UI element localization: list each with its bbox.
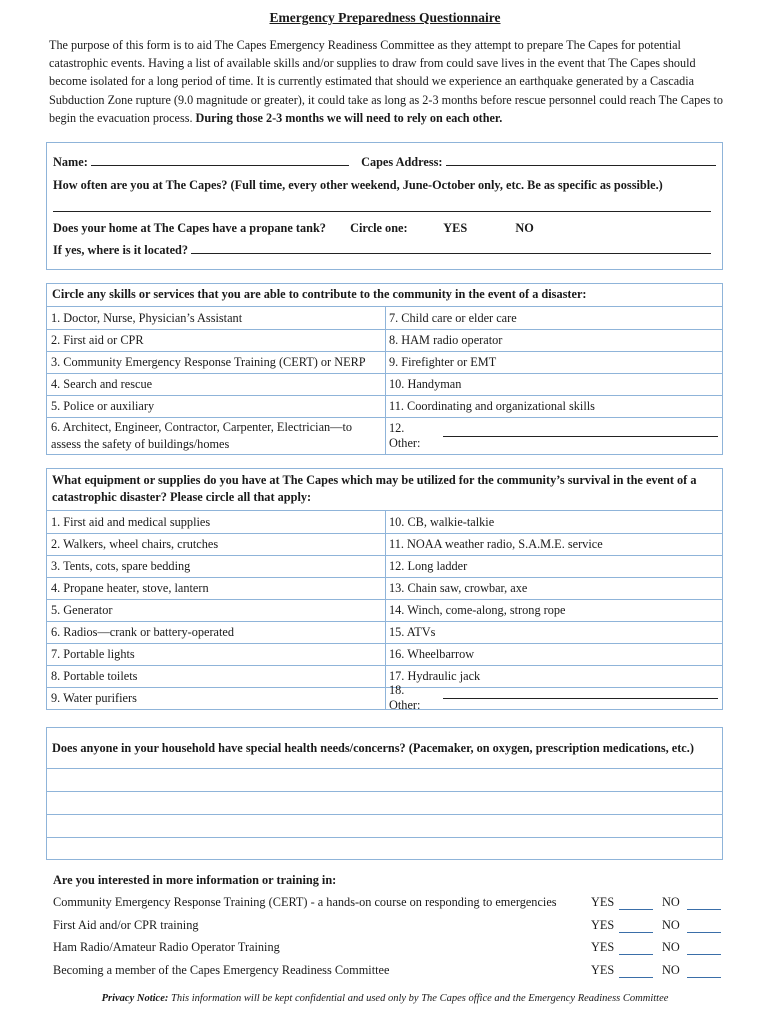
equipment-row <box>47 643 722 666</box>
interest-row <box>53 918 733 938</box>
how-often-field[interactable] <box>53 211 711 212</box>
equipment-row <box>47 621 722 644</box>
interest-item-label: Becoming a member of the Capes Emergency Readiness Committee <box>53 963 390 978</box>
address-label: Capes Address: <box>361 155 443 169</box>
interest-yes-label: YES <box>591 917 615 932</box>
name-row <box>53 155 716 170</box>
interest-no-field[interactable] <box>687 909 721 910</box>
equipment-item[interactable]: 13. Chain saw, crowbar, axe <box>389 580 528 595</box>
skill-item[interactable]: 9. Firefighter or EMT <box>389 354 497 369</box>
equipment-row <box>47 665 722 688</box>
skill-item[interactable]: 7. Child care or elder care <box>389 310 517 325</box>
interest-yes-field[interactable] <box>619 909 653 910</box>
interest-no-field[interactable] <box>687 954 721 955</box>
equipment-row <box>47 555 722 578</box>
skill-item[interactable]: 5. Police or auxiliary <box>51 398 155 413</box>
equipment-item[interactable]: 11. NOAA weather radio, S.A.M.E. service <box>389 536 603 551</box>
equipment-other-field[interactable] <box>443 698 718 699</box>
skill-item[interactable]: 4. Search and rescue <box>51 376 153 391</box>
interest-item-label: Ham Radio/Amateur Radio Operator Training <box>53 940 280 955</box>
skill-item[interactable]: 1. Doctor, Nurse, Physician’s Assistant <box>51 310 243 325</box>
equipment-item[interactable]: 14. Winch, come-along, strong rope <box>389 602 566 617</box>
equipment-item[interactable]: 9. Water purifiers <box>51 690 137 705</box>
equipment-item[interactable]: 1. First aid and medical supplies <box>51 514 211 529</box>
privacy-notice <box>0 993 770 1004</box>
privacy-label: Privacy Notice: <box>101 993 169 1004</box>
privacy-text: This information will be kept confidential and used only by The Capes office and the Emergency Readiness Committee <box>170 993 669 1004</box>
equipment-item[interactable]: 7. Portable lights <box>51 646 135 661</box>
equipment-other <box>389 683 718 712</box>
location-field[interactable] <box>191 253 711 254</box>
skill-item[interactable]: 8. HAM radio operator <box>389 332 503 347</box>
skill-item[interactable]: 6. Architect, Engineer, Contractor, Carpenter, Electrician—to assess the safety of buildings/homes <box>51 420 353 451</box>
equipment-row <box>47 577 722 600</box>
equipment-item[interactable]: 16. Wheelbarrow <box>389 646 475 661</box>
health-question: Does anyone in your household have special health needs/concerns? (Pacemaker, on oxygen, prescription medications, etc.) <box>52 741 694 755</box>
interest-yes-field[interactable] <box>619 977 653 978</box>
skills-section <box>46 283 723 455</box>
personal-info-section <box>46 142 723 270</box>
equipment-row <box>47 511 722 534</box>
interest-yes-field[interactable] <box>619 932 653 933</box>
interest-yes-field[interactable] <box>619 954 653 955</box>
health-section <box>46 727 723 860</box>
equipment-row <box>47 683 722 712</box>
equipment-item[interactable]: 2. Walkers, wheel chairs, crutches <box>51 536 219 551</box>
form-title: Emergency Preparedness Questionnaire <box>269 10 501 25</box>
interest-no-field[interactable] <box>687 977 721 978</box>
location-label: If yes, where is it located? <box>53 243 189 257</box>
interest-row <box>53 963 733 983</box>
skill-other-label: 12. Other: <box>389 421 421 450</box>
intro-paragraph <box>49 36 729 127</box>
intro-text: The purpose of this form is to aid The Capes Emergency Readiness Committee as they attempt to prepare The Capes for potential catastrophic events. Having a list of available skills and/or supplies to draw from could save lives in the event that The Capes should become isolated for a long period of time. It is currently estimated that should we experience an earthquake generated by a Cascadia Subduction Zone rupture (9.0 magnitude or greater), it could take as long as 2-3 months before rescue personnel could reach The Capes to begin the evacuation process. <box>49 38 723 125</box>
health-answer-area[interactable] <box>47 768 722 859</box>
equipment-item[interactable]: 5. Generator <box>51 602 113 617</box>
equipment-row <box>47 533 722 556</box>
interest-yes-label: YES <box>591 895 615 909</box>
name-label: Name: <box>53 155 88 169</box>
name-field[interactable] <box>91 165 349 166</box>
interest-title: Are you interested in more information or training in: <box>53 873 337 887</box>
propane-row <box>53 221 534 236</box>
equipment-item[interactable]: 10. CB, walkie-talkie <box>389 514 495 529</box>
equipment-item[interactable]: 4. Propane heater, stove, lantern <box>51 580 209 595</box>
address-field[interactable] <box>446 165 716 166</box>
skill-item[interactable]: 11. Coordinating and organizational skills <box>389 398 595 413</box>
interest-row <box>53 940 733 960</box>
circle-one-label: Circle one: <box>350 221 408 235</box>
interest-yes-label: YES <box>591 963 615 978</box>
propane-yes-option[interactable]: YES <box>443 221 468 235</box>
equipment-row <box>47 599 722 622</box>
how-often-label: How often are you at The Capes? (Full time, every other weekend, June-October only, etc. Be as specific as possible.) <box>53 178 663 192</box>
skills-header: Circle any skills or services that you are able to contribute to the community in the event of a disaster: <box>47 284 722 307</box>
interest-no-label: NO <box>662 963 680 978</box>
skill-item[interactable]: 10. Handyman <box>389 376 462 391</box>
equipment-section <box>46 468 723 710</box>
skill-item[interactable]: 3. Community Emergency Response Training (CERT) or NERP <box>51 354 366 369</box>
equipment-item[interactable]: 6. Radios—crank or battery-operated <box>51 624 235 639</box>
location-row <box>53 243 711 258</box>
equipment-item[interactable]: 17. Hydraulic jack <box>389 668 481 683</box>
interest-no-label: NO <box>662 895 680 909</box>
equipment-other-label: 18. Other: <box>389 683 421 712</box>
skill-other <box>389 417 718 455</box>
interest-no-label: NO <box>662 940 680 955</box>
interest-yes-label: YES <box>591 940 615 955</box>
interest-no-field[interactable] <box>687 932 721 933</box>
equipment-item[interactable]: 15. ATVs <box>389 624 436 639</box>
equipment-item[interactable]: 8. Portable toilets <box>51 668 138 683</box>
equipment-item[interactable]: 12. Long ladder <box>389 558 468 573</box>
intro-bold-text: During those 2-3 months we will need to rely on each other. <box>195 110 503 125</box>
propane-no-option[interactable]: NO <box>515 221 534 235</box>
propane-question: Does your home at The Capes have a propane tank? <box>53 221 326 235</box>
interest-no-label: NO <box>662 917 680 932</box>
interest-item-label: Community Emergency Response Training (CERT) - a hands-on course on responding to emergencies <box>53 895 557 909</box>
skill-other-field[interactable] <box>443 436 718 437</box>
interest-item-label: First Aid and/or CPR training <box>53 917 199 932</box>
equipment-header: What equipment or supplies do you have at The Capes which may be utilized for the community’s survival in the event of a catastrophic disaster? Please circle all that apply: <box>47 469 722 511</box>
skill-item[interactable]: 2. First aid or CPR <box>51 332 144 347</box>
interest-row <box>53 895 733 915</box>
equipment-item[interactable]: 3. Tents, cots, spare bedding <box>51 558 191 573</box>
